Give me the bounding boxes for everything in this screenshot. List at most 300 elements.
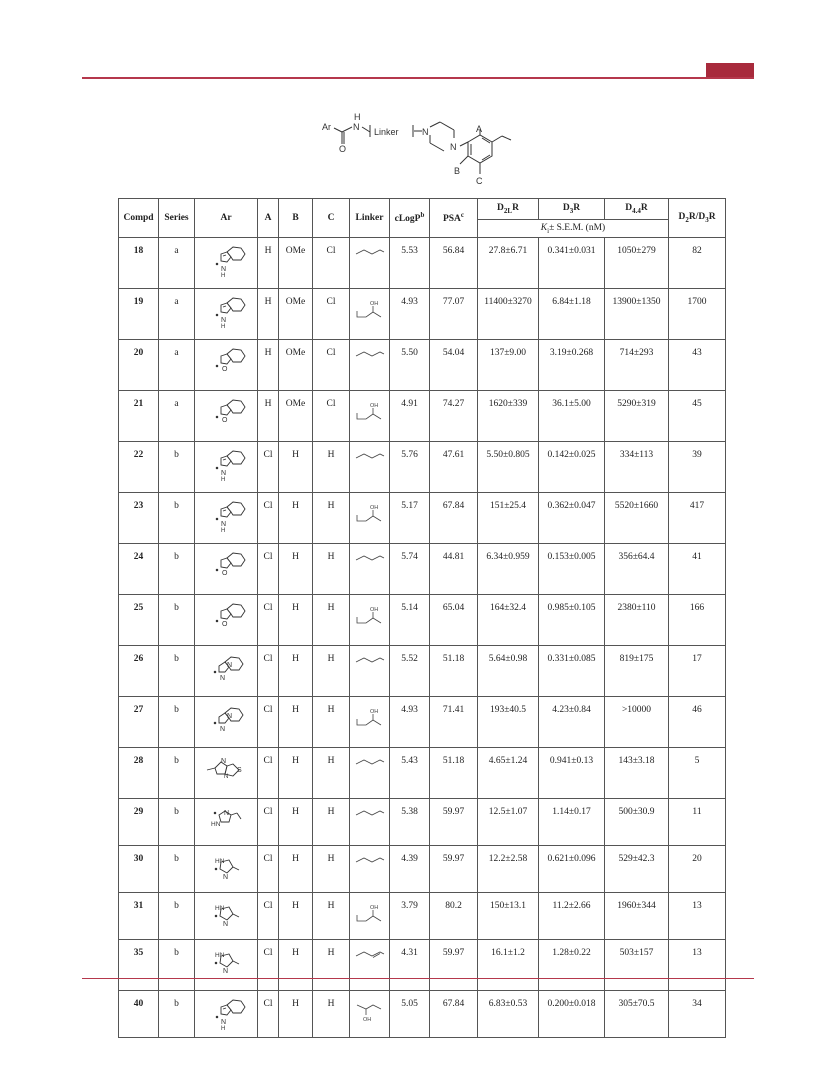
clogp-cell: 5.53 <box>390 238 430 289</box>
svg-text:N: N <box>223 968 229 975</box>
table-row <box>119 991 726 1038</box>
clogp-cell: 5.50 <box>390 340 430 391</box>
svg-text:HN: HN <box>211 821 221 828</box>
header-c: C <box>313 199 350 238</box>
header-psa: PSA$^c$ <box>430 199 478 238</box>
header-d44: $D_{4.4}R$ <box>605 199 669 220</box>
butenyl-linker-icon <box>353 948 387 960</box>
d2l-cell: 6.83±0.53 <box>478 991 539 1038</box>
scheme-n-label: N <box>353 122 360 132</box>
svg-text:O: O <box>222 417 228 424</box>
d44-cell: 13900±1350 <box>605 289 669 340</box>
ar-cell <box>195 442 258 493</box>
c-cell: H <box>313 991 350 1038</box>
a-cell: Cl <box>258 595 279 646</box>
series-cell: b <box>159 940 195 991</box>
table-row <box>119 442 726 493</box>
series-cell: b <box>159 991 195 1038</box>
compd-cell: 20 <box>119 340 159 391</box>
compd-cell: 30 <box>119 846 159 893</box>
clogp-cell: 5.74 <box>390 544 430 595</box>
d2l-cell: 193±40.5 <box>478 697 539 748</box>
a-cell: Cl <box>258 442 279 493</box>
ar-cell <box>195 846 258 893</box>
c-cell: H <box>313 893 350 940</box>
benzofuran-structure-icon <box>203 346 249 380</box>
scheme-b-label: B <box>454 166 461 176</box>
c-cell: H <box>313 493 350 544</box>
hydroxybutyl-linker-icon <box>353 705 387 729</box>
b-cell: H <box>279 646 313 697</box>
compd-cell: 27 <box>119 697 159 748</box>
d2l-cell: 11400±3270 <box>478 289 539 340</box>
d2l-cell: 4.65±1.24 <box>478 748 539 799</box>
a-cell: Cl <box>258 493 279 544</box>
b-cell: H <box>279 748 313 799</box>
b-cell: H <box>279 991 313 1038</box>
d3-cell: 0.941±0.13 <box>539 748 605 799</box>
indole-structure-icon <box>203 499 249 533</box>
header-series: Series <box>159 199 195 238</box>
hydroxybutyl-linker-icon <box>353 603 387 627</box>
svg-text:N: N <box>220 726 226 733</box>
compd-cell: 18 <box>119 238 159 289</box>
table-row <box>119 544 726 595</box>
general-structure-scheme <box>318 108 528 200</box>
compd-cell: 40 <box>119 991 159 1038</box>
ar-cell <box>195 940 258 991</box>
linker-cell <box>350 544 390 595</box>
header-d2l: $D_{2L}R$ <box>478 199 539 220</box>
svg-text:N: N <box>221 1019 227 1026</box>
scheme-o-label: O <box>339 144 347 154</box>
scheme-n3-label: N <box>450 142 457 152</box>
ethylimidazole-structure-icon <box>203 805 249 835</box>
ratio-cell: 41 <box>669 544 726 595</box>
svg-text:H: H <box>221 273 226 278</box>
indole-structure-icon <box>203 244 249 278</box>
svg-text:H: H <box>221 324 226 329</box>
d3-cell: 0.985±0.105 <box>539 595 605 646</box>
psa-cell: 54.04 <box>430 340 478 391</box>
svg-text:N: N <box>227 713 233 720</box>
psa-cell: 77.07 <box>430 289 478 340</box>
compd-cell: 31 <box>119 893 159 940</box>
ratio-cell: 13 <box>669 940 726 991</box>
d44-cell: 714±293 <box>605 340 669 391</box>
series-cell: b <box>159 846 195 893</box>
d44-cell: 305±70.5 <box>605 991 669 1038</box>
svg-text:OH: OH <box>369 301 378 307</box>
svg-text:O: O <box>222 570 228 577</box>
ar-cell <box>195 697 258 748</box>
indole-structure-icon <box>203 448 249 482</box>
svg-text:OH: OH <box>369 905 378 911</box>
clogp-cell: 4.93 <box>390 697 430 748</box>
b-cell: H <box>279 893 313 940</box>
table-row <box>119 340 726 391</box>
linker-cell <box>350 340 390 391</box>
a-cell: Cl <box>258 748 279 799</box>
linker-cell <box>350 442 390 493</box>
d44-cell: 503±157 <box>605 940 669 991</box>
d44-cell: 5520±1660 <box>605 493 669 544</box>
hydroxybutyl-inverted-linker-icon <box>353 999 387 1023</box>
a-cell: Cl <box>258 940 279 991</box>
d3-cell: 0.341±0.031 <box>539 238 605 289</box>
series-cell: b <box>159 697 195 748</box>
butyl-linker-icon <box>353 348 387 360</box>
svg-text:N: N <box>220 675 226 682</box>
a-cell: H <box>258 289 279 340</box>
b-cell: H <box>279 697 313 748</box>
ratio-cell: 1700 <box>669 289 726 340</box>
psa-cell: 47.61 <box>430 442 478 493</box>
linker-cell <box>350 697 390 748</box>
table-row <box>119 493 726 544</box>
linker-cell <box>350 646 390 697</box>
scheme-c-label: C <box>476 176 483 186</box>
a-cell: H <box>258 238 279 289</box>
d44-cell: 1050±279 <box>605 238 669 289</box>
ar-cell <box>195 238 258 289</box>
d2l-cell: 150±13.1 <box>478 893 539 940</box>
d3-cell: 0.153±0.005 <box>539 544 605 595</box>
b-cell: OMe <box>279 340 313 391</box>
series-cell: a <box>159 289 195 340</box>
compd-cell: 19 <box>119 289 159 340</box>
d44-cell: 529±42.3 <box>605 846 669 893</box>
clogp-cell: 5.52 <box>390 646 430 697</box>
clogp-cell: 5.14 <box>390 595 430 646</box>
d3-cell: 6.84±1.18 <box>539 289 605 340</box>
compd-cell: 28 <box>119 748 159 799</box>
d3-cell: 0.200±0.018 <box>539 991 605 1038</box>
ratio-cell: 45 <box>669 391 726 442</box>
header-rule <box>82 77 754 79</box>
svg-text:HN: HN <box>215 858 225 865</box>
b-cell: H <box>279 846 313 893</box>
a-cell: H <box>258 391 279 442</box>
clogp-cell: 5.38 <box>390 799 430 846</box>
psa-cell: 44.81 <box>430 544 478 595</box>
methylimidazole-structure-icon <box>203 899 249 933</box>
clogp-cell: 5.76 <box>390 442 430 493</box>
table-row <box>119 846 726 893</box>
benzofuran-structure-icon <box>203 550 249 584</box>
scheme-h-label: H <box>354 112 361 122</box>
scheme-a-label: A <box>476 124 483 134</box>
d44-cell: 1960±344 <box>605 893 669 940</box>
scheme-ar-label: Ar <box>322 122 331 132</box>
linker-cell <box>350 893 390 940</box>
b-cell: H <box>279 595 313 646</box>
c-cell: Cl <box>313 289 350 340</box>
hydroxybutyl-linker-icon <box>353 297 387 321</box>
svg-text:N: N <box>221 521 227 528</box>
b-cell: OMe <box>279 391 313 442</box>
ar-cell <box>195 748 258 799</box>
svg-text:N: N <box>224 774 229 780</box>
header-ratio: $D_2R/D_3R$ <box>669 199 726 238</box>
d3-cell: 0.142±0.025 <box>539 442 605 493</box>
d44-cell: 334±113 <box>605 442 669 493</box>
svg-text:O: O <box>222 621 228 628</box>
clogp-cell: 5.05 <box>390 991 430 1038</box>
ar-cell <box>195 289 258 340</box>
c-cell: Cl <box>313 391 350 442</box>
compd-cell: 26 <box>119 646 159 697</box>
ratio-cell: 82 <box>669 238 726 289</box>
ar-cell <box>195 391 258 442</box>
svg-text:OH: OH <box>369 607 378 613</box>
psa-cell: 56.84 <box>430 238 478 289</box>
ratio-cell: 46 <box>669 697 726 748</box>
svg-text:H: H <box>221 477 226 482</box>
psa-cell: 51.18 <box>430 748 478 799</box>
d3-cell: 0.621±0.096 <box>539 846 605 893</box>
table-row <box>119 697 726 748</box>
b-cell: H <box>279 493 313 544</box>
butyl-linker-icon <box>353 654 387 666</box>
d2l-cell: 12.5±1.07 <box>478 799 539 846</box>
d3-cell: 11.2±2.66 <box>539 893 605 940</box>
series-cell: b <box>159 595 195 646</box>
d2l-cell: 6.34±0.959 <box>478 544 539 595</box>
svg-text:OH: OH <box>369 403 378 409</box>
clogp-cell: 4.93 <box>390 289 430 340</box>
ar-cell <box>195 544 258 595</box>
c-cell: Cl <box>313 238 350 289</box>
svg-text:N: N <box>223 874 229 881</box>
ratio-cell: 17 <box>669 646 726 697</box>
d2l-cell: 12.2±2.58 <box>478 846 539 893</box>
ar-cell <box>195 991 258 1038</box>
table-row <box>119 748 726 799</box>
header-ar: Ar <box>195 199 258 238</box>
svg-text:OH: OH <box>369 505 378 511</box>
scheme-n2-label: N <box>422 127 429 137</box>
ratio-cell: 417 <box>669 493 726 544</box>
psa-cell: 80.2 <box>430 893 478 940</box>
table-row <box>119 391 726 442</box>
d44-cell: 143±3.18 <box>605 748 669 799</box>
d3-cell: 3.19±0.268 <box>539 340 605 391</box>
imidazopyridine-structure-icon <box>203 652 249 686</box>
d3-cell: 0.362±0.047 <box>539 493 605 544</box>
svg-text:S: S <box>237 767 242 774</box>
a-cell: Cl <box>258 544 279 595</box>
compd-cell: 25 <box>119 595 159 646</box>
c-cell: H <box>313 544 350 595</box>
linker-cell <box>350 391 390 442</box>
d2l-cell: 5.50±0.805 <box>478 442 539 493</box>
d44-cell: 500±30.9 <box>605 799 669 846</box>
linker-cell <box>350 289 390 340</box>
linker-cell <box>350 846 390 893</box>
d2l-cell: 151±25.4 <box>478 493 539 544</box>
ar-cell <box>195 595 258 646</box>
c-cell: H <box>313 748 350 799</box>
d2l-cell: 5.64±0.98 <box>478 646 539 697</box>
ratio-cell: 34 <box>669 991 726 1038</box>
a-cell: Cl <box>258 697 279 748</box>
linker-cell <box>350 799 390 846</box>
header-ki: $K_i\pm S.E.M$. (nM) <box>478 220 669 238</box>
header-d3: $D_3R$ <box>539 199 605 220</box>
clogp-cell: 4.39 <box>390 846 430 893</box>
series-cell: a <box>159 340 195 391</box>
svg-text:N: N <box>223 921 229 928</box>
d44-cell: 5290±319 <box>605 391 669 442</box>
clogp-cell: 5.17 <box>390 493 430 544</box>
a-cell: Cl <box>258 991 279 1038</box>
compd-cell: 24 <box>119 544 159 595</box>
psa-cell: 67.84 <box>430 493 478 544</box>
compd-cell: 22 <box>119 442 159 493</box>
series-cell: a <box>159 238 195 289</box>
ar-cell <box>195 340 258 391</box>
linker-cell <box>350 238 390 289</box>
psa-cell: 59.97 <box>430 846 478 893</box>
c-cell: H <box>313 646 350 697</box>
psa-cell: 71.41 <box>430 697 478 748</box>
benzofuran-structure-icon <box>203 601 249 635</box>
ar-cell <box>195 893 258 940</box>
hydroxybutyl-linker-icon <box>353 501 387 525</box>
table-row <box>119 646 726 697</box>
svg-text:N: N <box>224 810 230 817</box>
indole-structure-icon <box>203 295 249 329</box>
psa-cell: 65.04 <box>430 595 478 646</box>
c-cell: Cl <box>313 340 350 391</box>
svg-text:N: N <box>221 317 227 324</box>
scheme-linker-label: Linker <box>374 127 399 137</box>
compd-cell: 23 <box>119 493 159 544</box>
series-cell: b <box>159 544 195 595</box>
hydroxybutyl-linker-icon <box>353 901 387 925</box>
series-cell: b <box>159 646 195 697</box>
header-a: A <box>258 199 279 238</box>
butyl-linker-icon <box>353 450 387 462</box>
psa-cell: 51.18 <box>430 646 478 697</box>
b-cell: OMe <box>279 289 313 340</box>
butyl-linker-icon <box>353 854 387 866</box>
d2l-cell: 164±32.4 <box>478 595 539 646</box>
d2l-cell: 1620±339 <box>478 391 539 442</box>
c-cell: H <box>313 595 350 646</box>
a-cell: Cl <box>258 893 279 940</box>
d44-cell: 356±64.4 <box>605 544 669 595</box>
methylimidazole-structure-icon <box>203 852 249 886</box>
footer-rule <box>82 978 754 979</box>
svg-text:N: N <box>227 662 233 669</box>
compd-cell: 29 <box>119 799 159 846</box>
d3-cell: 4.23±0.84 <box>539 697 605 748</box>
a-cell: Cl <box>258 646 279 697</box>
c-cell: H <box>313 697 350 748</box>
linker-cell <box>350 493 390 544</box>
d3-cell: 0.331±0.085 <box>539 646 605 697</box>
clogp-cell: 4.31 <box>390 940 430 991</box>
series-cell: b <box>159 799 195 846</box>
a-cell: H <box>258 340 279 391</box>
ratio-cell: 13 <box>669 893 726 940</box>
psa-cell: 74.27 <box>430 391 478 442</box>
table-row <box>119 940 726 991</box>
d2l-cell: 16.1±1.2 <box>478 940 539 991</box>
linker-cell <box>350 991 390 1038</box>
ar-cell <box>195 799 258 846</box>
svg-text:HN: HN <box>215 905 225 912</box>
ratio-cell: 43 <box>669 340 726 391</box>
clogp-cell: 4.91 <box>390 391 430 442</box>
imidazothiazole-structure-icon <box>201 754 251 788</box>
b-cell: H <box>279 544 313 595</box>
svg-text:OH: OH <box>362 1017 371 1023</box>
d3-cell: 36.1±5.00 <box>539 391 605 442</box>
d2l-cell: 27.8±6.71 <box>478 238 539 289</box>
ar-cell <box>195 493 258 544</box>
svg-text:N: N <box>221 266 227 273</box>
b-cell: H <box>279 442 313 493</box>
indole-structure-icon <box>203 997 249 1031</box>
d44-cell: >10000 <box>605 697 669 748</box>
clogp-cell: 5.43 <box>390 748 430 799</box>
svg-text:H: H <box>221 528 226 533</box>
butyl-linker-icon <box>353 807 387 819</box>
series-cell: b <box>159 893 195 940</box>
clogp-cell: 3.79 <box>390 893 430 940</box>
b-cell: H <box>279 940 313 991</box>
svg-text:OH: OH <box>369 709 378 715</box>
b-cell: OMe <box>279 238 313 289</box>
hydroxybutyl-linker-icon <box>353 399 387 423</box>
ratio-cell: 5 <box>669 748 726 799</box>
table-row <box>119 799 726 846</box>
compd-cell: 35 <box>119 940 159 991</box>
b-cell: H <box>279 799 313 846</box>
header-linker: Linker <box>350 199 390 238</box>
ratio-cell: 20 <box>669 846 726 893</box>
ratio-cell: 11 <box>669 799 726 846</box>
series-cell: b <box>159 493 195 544</box>
butyl-linker-icon <box>353 246 387 258</box>
header-b: B <box>279 199 313 238</box>
benzofuran-structure-icon <box>203 397 249 431</box>
svg-text:H: H <box>221 1026 226 1031</box>
linker-cell <box>350 940 390 991</box>
imidazopyridine-structure-icon <box>203 703 249 737</box>
linker-cell <box>350 748 390 799</box>
linker-cell <box>350 595 390 646</box>
a-cell: Cl <box>258 799 279 846</box>
d3-cell: 1.28±0.22 <box>539 940 605 991</box>
psa-cell: 59.97 <box>430 799 478 846</box>
series-cell: a <box>159 391 195 442</box>
compd-cell: 21 <box>119 391 159 442</box>
c-cell: H <box>313 442 350 493</box>
ar-cell <box>195 646 258 697</box>
table-row <box>119 289 726 340</box>
svg-text:N: N <box>221 758 227 765</box>
methylimidazole-structure-icon <box>203 946 249 980</box>
table-row <box>119 595 726 646</box>
psa-cell: 67.84 <box>430 991 478 1038</box>
ratio-cell: 39 <box>669 442 726 493</box>
d44-cell: 2380±110 <box>605 595 669 646</box>
a-cell: Cl <box>258 846 279 893</box>
